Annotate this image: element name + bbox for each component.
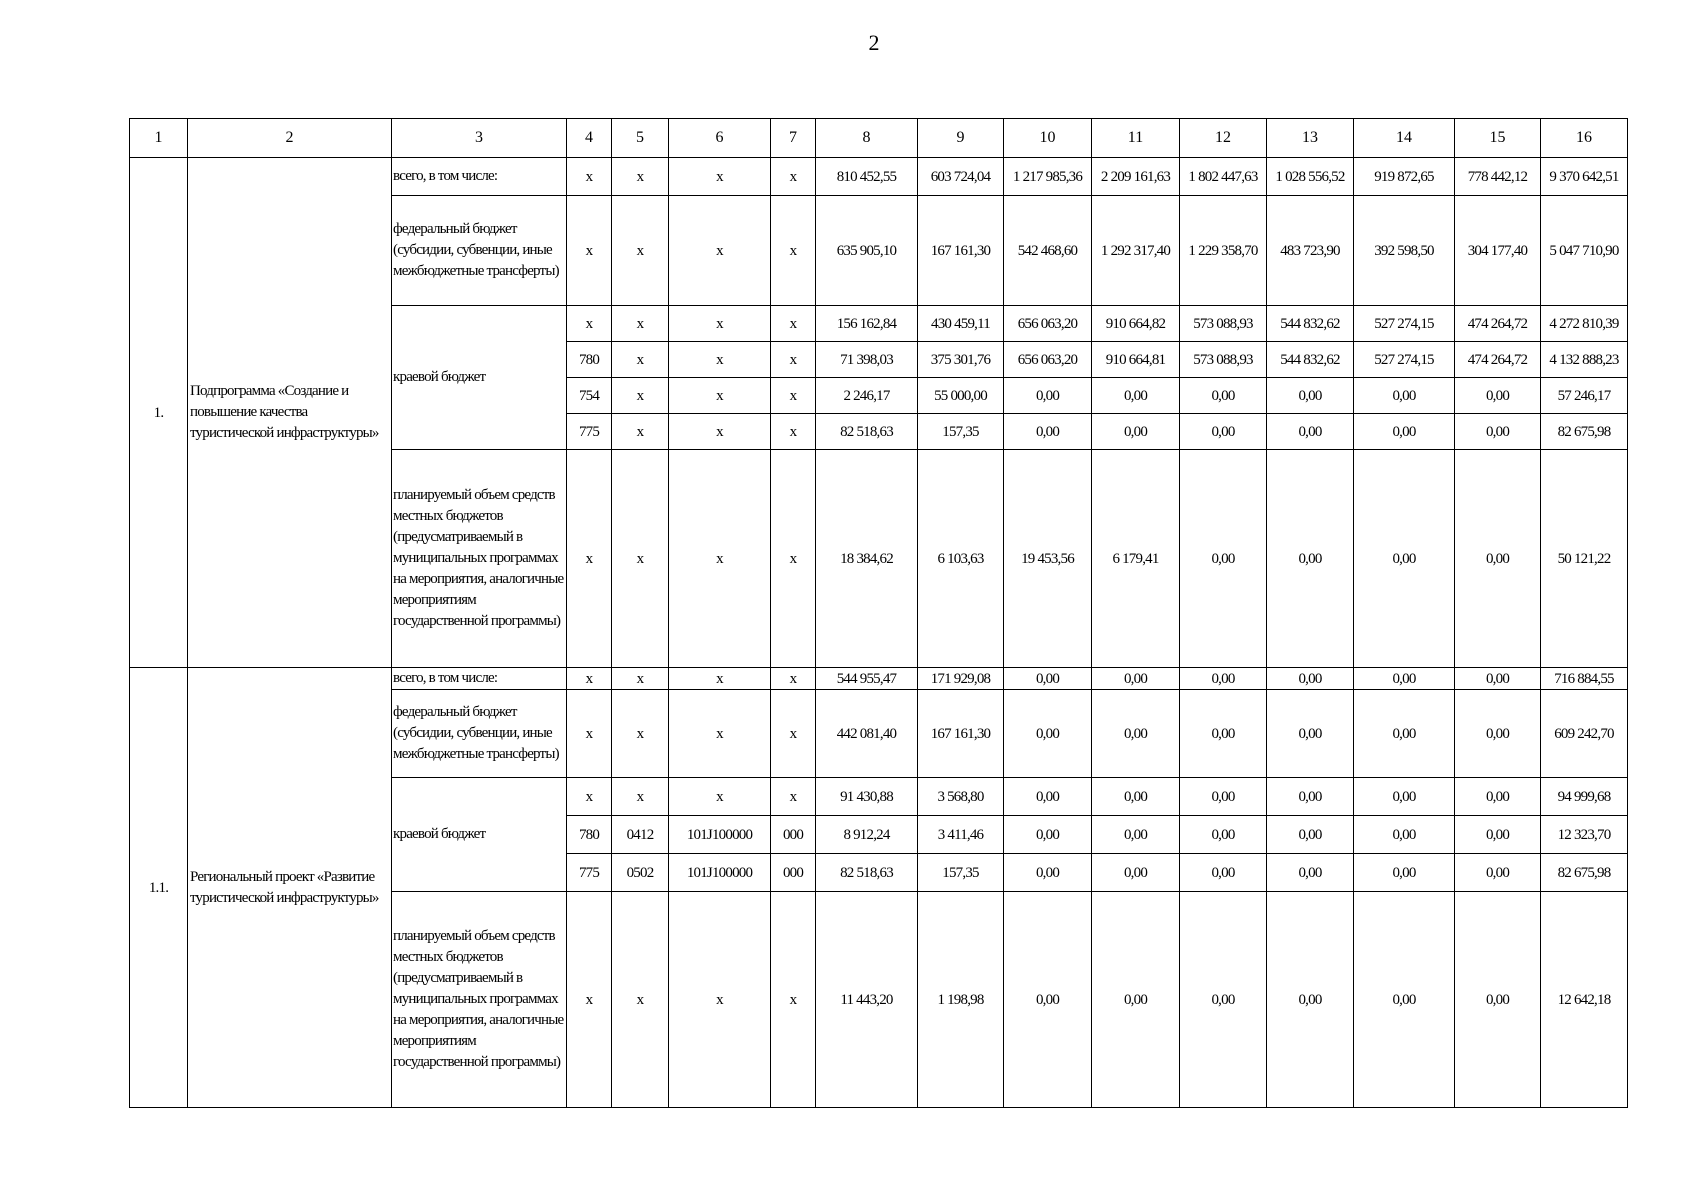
amount-cell: 910 664,81 xyxy=(1092,342,1180,378)
section-title: Подпрограмма «Создание и повышение качества туристической инфраструктуры» xyxy=(188,158,392,668)
budget-code-cell: 780 xyxy=(567,816,612,854)
amount-cell: 603 724,04 xyxy=(918,158,1004,196)
amount-cell: 0,00 xyxy=(1455,378,1541,414)
column-header-row xyxy=(130,119,1628,158)
amount-cell: 0,00 xyxy=(1092,690,1180,778)
section-number: 1.1. xyxy=(130,668,188,1108)
budget-code-cell: х xyxy=(669,378,771,414)
funding-source: федеральный бюджет (субсидии, субвенции, иные межбюджетные трансферты) xyxy=(392,690,567,778)
amount-cell: 375 301,76 xyxy=(918,342,1004,378)
budget-code-cell: х xyxy=(669,778,771,816)
amount-cell: 0,00 xyxy=(1354,854,1455,892)
amount-cell: 0,00 xyxy=(1180,690,1267,778)
column-header: 10 xyxy=(1004,119,1092,158)
budget-code-cell: х xyxy=(669,450,771,668)
amount-cell: 82 518,63 xyxy=(816,414,918,450)
amount-cell: 0,00 xyxy=(1267,450,1354,668)
amount-cell: 1 802 447,63 xyxy=(1180,158,1267,196)
amount-cell: 2 209 161,63 xyxy=(1092,158,1180,196)
amount-cell: 0,00 xyxy=(1267,414,1354,450)
budget-code-cell: х xyxy=(612,414,669,450)
budget-code-cell: х xyxy=(669,158,771,196)
amount-cell: 0,00 xyxy=(1004,414,1092,450)
amount-cell: 0,00 xyxy=(1004,778,1092,816)
funding-source: планируемый объем средств местных бюджетов (предусматриваемый в муниципальных программах на мероприятия, аналогичные мероприятиям государственной программы) xyxy=(392,450,567,668)
amount-cell: 0,00 xyxy=(1455,414,1541,450)
budget-row-total xyxy=(130,668,1628,690)
amount-cell: 527 274,15 xyxy=(1354,342,1455,378)
amount-cell: 82 675,98 xyxy=(1541,414,1628,450)
amount-cell: 0,00 xyxy=(1267,668,1354,690)
amount-cell: 0,00 xyxy=(1092,778,1180,816)
amount-cell: 544 832,62 xyxy=(1267,342,1354,378)
column-header: 4 xyxy=(567,119,612,158)
budget-code-cell: х xyxy=(669,690,771,778)
amount-cell: 0,00 xyxy=(1004,378,1092,414)
amount-cell: 0,00 xyxy=(1455,690,1541,778)
amount-cell: 6 179,41 xyxy=(1092,450,1180,668)
amount-cell: 91 430,88 xyxy=(816,778,918,816)
budget-code-cell: х xyxy=(771,450,816,668)
amount-cell: 0,00 xyxy=(1092,668,1180,690)
budget-code-cell: 101J100000 xyxy=(669,854,771,892)
section-title: Региональный проект «Развитие туристической инфраструктуры» xyxy=(188,668,392,1108)
amount-cell: 0,00 xyxy=(1180,414,1267,450)
amount-cell: 304 177,40 xyxy=(1455,196,1541,306)
budget-code-cell: х xyxy=(567,196,612,306)
amount-cell: 0,00 xyxy=(1004,892,1092,1108)
amount-cell: 1 198,98 xyxy=(918,892,1004,1108)
budget-code-cell: 775 xyxy=(567,854,612,892)
amount-cell: 919 872,65 xyxy=(1354,158,1455,196)
page-number: 2 xyxy=(868,30,880,55)
amount-cell: 0,00 xyxy=(1267,690,1354,778)
budget-code-cell: х xyxy=(567,158,612,196)
funding-source: федеральный бюджет (субсидии, субвенции, иные межбюджетные трансферты) xyxy=(392,196,567,306)
column-header: 12 xyxy=(1180,119,1267,158)
amount-cell: 0,00 xyxy=(1092,892,1180,1108)
column-header: 11 xyxy=(1092,119,1180,158)
funding-source: планируемый объем средств местных бюджетов (предусматриваемый в муниципальных программах на мероприятия, аналогичные мероприятиям государственной программы) xyxy=(392,892,567,1108)
amount-cell: 11 443,20 xyxy=(816,892,918,1108)
budget-table xyxy=(129,118,1628,1108)
amount-cell: 0,00 xyxy=(1180,892,1267,1108)
amount-cell: 542 468,60 xyxy=(1004,196,1092,306)
amount-cell: 0,00 xyxy=(1004,690,1092,778)
amount-cell: 0,00 xyxy=(1004,668,1092,690)
column-header: 8 xyxy=(816,119,918,158)
budget-code-cell: х xyxy=(669,414,771,450)
budget-code-cell: х xyxy=(612,778,669,816)
budget-code-cell: х xyxy=(669,342,771,378)
budget-code-cell: х xyxy=(771,668,816,690)
amount-cell: 19 453,56 xyxy=(1004,450,1092,668)
amount-cell: 9 370 642,51 xyxy=(1541,158,1628,196)
amount-cell: 0,00 xyxy=(1455,450,1541,668)
budget-code-cell: х xyxy=(612,158,669,196)
amount-cell: 656 063,20 xyxy=(1004,342,1092,378)
amount-cell: 0,00 xyxy=(1354,450,1455,668)
amount-cell: 635 905,10 xyxy=(816,196,918,306)
amount-cell: 0,00 xyxy=(1267,816,1354,854)
budget-code-cell: х xyxy=(567,778,612,816)
budget-code-cell: х xyxy=(771,378,816,414)
budget-code-cell: х xyxy=(669,668,771,690)
budget-code-cell: х xyxy=(771,158,816,196)
amount-cell: 0,00 xyxy=(1092,414,1180,450)
amount-cell: 50 121,22 xyxy=(1541,450,1628,668)
amount-cell: 0,00 xyxy=(1092,854,1180,892)
amount-cell: 0,00 xyxy=(1354,378,1455,414)
column-header: 1 xyxy=(130,119,188,158)
amount-cell: 94 999,68 xyxy=(1541,778,1628,816)
funding-source: краевой бюджет xyxy=(392,778,567,892)
budget-code-cell: х xyxy=(771,892,816,1108)
amount-cell: 392 598,50 xyxy=(1354,196,1455,306)
amount-cell: 2 246,17 xyxy=(816,378,918,414)
amount-cell: 0,00 xyxy=(1267,892,1354,1108)
budget-code-cell: х xyxy=(567,668,612,690)
column-header: 6 xyxy=(669,119,771,158)
amount-cell: 474 264,72 xyxy=(1455,342,1541,378)
amount-cell: 82 518,63 xyxy=(816,854,918,892)
budget-code-cell: 000 xyxy=(771,816,816,854)
amount-cell: 442 081,40 xyxy=(816,690,918,778)
budget-code-cell: 000 xyxy=(771,854,816,892)
amount-cell: 0,00 xyxy=(1180,378,1267,414)
budget-code-cell: х xyxy=(669,892,771,1108)
budget-table-body xyxy=(130,119,1628,1108)
amount-cell: 483 723,90 xyxy=(1267,196,1354,306)
amount-cell: 0,00 xyxy=(1354,778,1455,816)
budget-code-cell: х xyxy=(567,306,612,342)
amount-cell: 656 063,20 xyxy=(1004,306,1092,342)
budget-code-cell: 0502 xyxy=(612,854,669,892)
amount-cell: 527 274,15 xyxy=(1354,306,1455,342)
amount-cell: 0,00 xyxy=(1180,778,1267,816)
budget-code-cell: х xyxy=(771,778,816,816)
amount-cell: 0,00 xyxy=(1354,668,1455,690)
budget-code-cell: х xyxy=(612,378,669,414)
budget-code-cell: х xyxy=(612,306,669,342)
amount-cell: 1 217 985,36 xyxy=(1004,158,1092,196)
amount-cell: 0,00 xyxy=(1092,378,1180,414)
amount-cell: 0,00 xyxy=(1267,854,1354,892)
budget-code-cell: 0412 xyxy=(612,816,669,854)
column-header: 14 xyxy=(1354,119,1455,158)
budget-code-cell: 754 xyxy=(567,378,612,414)
amount-cell: 157,35 xyxy=(918,854,1004,892)
amount-cell: 12 323,70 xyxy=(1541,816,1628,854)
amount-cell: 8 912,24 xyxy=(816,816,918,854)
amount-cell: 3 568,80 xyxy=(918,778,1004,816)
amount-cell: 0,00 xyxy=(1180,816,1267,854)
budget-code-cell: х xyxy=(567,892,612,1108)
amount-cell: 716 884,55 xyxy=(1541,668,1628,690)
budget-row-total xyxy=(130,158,1628,196)
amount-cell: 0,00 xyxy=(1180,668,1267,690)
column-header: 3 xyxy=(392,119,567,158)
amount-cell: 778 442,12 xyxy=(1455,158,1541,196)
amount-cell: 157,35 xyxy=(918,414,1004,450)
budget-code-cell: х xyxy=(612,690,669,778)
column-header: 15 xyxy=(1455,119,1541,158)
budget-code-cell: х xyxy=(612,892,669,1108)
amount-cell: 156 162,84 xyxy=(816,306,918,342)
amount-cell: 171 929,08 xyxy=(918,668,1004,690)
funding-source: краевой бюджет xyxy=(392,306,567,450)
budget-code-cell: х xyxy=(771,690,816,778)
amount-cell: 810 452,55 xyxy=(816,158,918,196)
budget-code-cell: х xyxy=(612,342,669,378)
amount-cell: 4 272 810,39 xyxy=(1541,306,1628,342)
budget-code-cell: х xyxy=(612,196,669,306)
budget-code-cell: х xyxy=(669,196,771,306)
budget-code-cell: х xyxy=(669,306,771,342)
amount-cell: 573 088,93 xyxy=(1180,306,1267,342)
amount-cell: 167 161,30 xyxy=(918,196,1004,306)
amount-cell: 57 246,17 xyxy=(1541,378,1628,414)
amount-cell: 544 955,47 xyxy=(816,668,918,690)
amount-cell: 1 028 556,52 xyxy=(1267,158,1354,196)
amount-cell: 71 398,03 xyxy=(816,342,918,378)
budget-code-cell: х xyxy=(771,196,816,306)
amount-cell: 0,00 xyxy=(1354,892,1455,1108)
section-number: 1. xyxy=(130,158,188,668)
amount-cell: 0,00 xyxy=(1180,854,1267,892)
amount-cell: 573 088,93 xyxy=(1180,342,1267,378)
amount-cell: 0,00 xyxy=(1455,854,1541,892)
amount-cell: 18 384,62 xyxy=(816,450,918,668)
budget-code-cell: 101J100000 xyxy=(669,816,771,854)
budget-code-cell: х xyxy=(771,342,816,378)
budget-code-cell: х xyxy=(567,690,612,778)
amount-cell: 0,00 xyxy=(1267,378,1354,414)
budget-code-cell: 775 xyxy=(567,414,612,450)
amount-cell: 0,00 xyxy=(1092,816,1180,854)
funding-source: всего, в том числе: xyxy=(392,158,567,196)
column-header: 16 xyxy=(1541,119,1628,158)
column-header: 13 xyxy=(1267,119,1354,158)
amount-cell: 1 229 358,70 xyxy=(1180,196,1267,306)
funding-source: всего, в том числе: xyxy=(392,668,567,690)
amount-cell: 430 459,11 xyxy=(918,306,1004,342)
amount-cell: 6 103,63 xyxy=(918,450,1004,668)
amount-cell: 0,00 xyxy=(1354,690,1455,778)
amount-cell: 0,00 xyxy=(1455,778,1541,816)
amount-cell: 1 292 317,40 xyxy=(1092,196,1180,306)
amount-cell: 0,00 xyxy=(1004,854,1092,892)
column-header: 7 xyxy=(771,119,816,158)
budget-code-cell: х xyxy=(771,306,816,342)
budget-code-cell: х xyxy=(612,668,669,690)
amount-cell: 4 132 888,23 xyxy=(1541,342,1628,378)
budget-code-cell: 780 xyxy=(567,342,612,378)
amount-cell: 0,00 xyxy=(1180,450,1267,668)
amount-cell: 0,00 xyxy=(1455,892,1541,1108)
amount-cell: 0,00 xyxy=(1004,816,1092,854)
budget-code-cell: х xyxy=(567,450,612,668)
amount-cell: 0,00 xyxy=(1455,668,1541,690)
amount-cell: 0,00 xyxy=(1455,816,1541,854)
column-header: 2 xyxy=(188,119,392,158)
budget-code-cell: х xyxy=(771,414,816,450)
amount-cell: 0,00 xyxy=(1354,414,1455,450)
amount-cell: 3 411,46 xyxy=(918,816,1004,854)
amount-cell: 55 000,00 xyxy=(918,378,1004,414)
budget-code-cell: х xyxy=(612,450,669,668)
column-header: 5 xyxy=(612,119,669,158)
amount-cell: 0,00 xyxy=(1267,778,1354,816)
amount-cell: 167 161,30 xyxy=(918,690,1004,778)
amount-cell: 474 264,72 xyxy=(1455,306,1541,342)
amount-cell: 5 047 710,90 xyxy=(1541,196,1628,306)
amount-cell: 609 242,70 xyxy=(1541,690,1628,778)
amount-cell: 910 664,82 xyxy=(1092,306,1180,342)
amount-cell: 82 675,98 xyxy=(1541,854,1628,892)
amount-cell: 0,00 xyxy=(1354,816,1455,854)
amount-cell: 544 832,62 xyxy=(1267,306,1354,342)
amount-cell: 12 642,18 xyxy=(1541,892,1628,1108)
column-header: 9 xyxy=(918,119,1004,158)
